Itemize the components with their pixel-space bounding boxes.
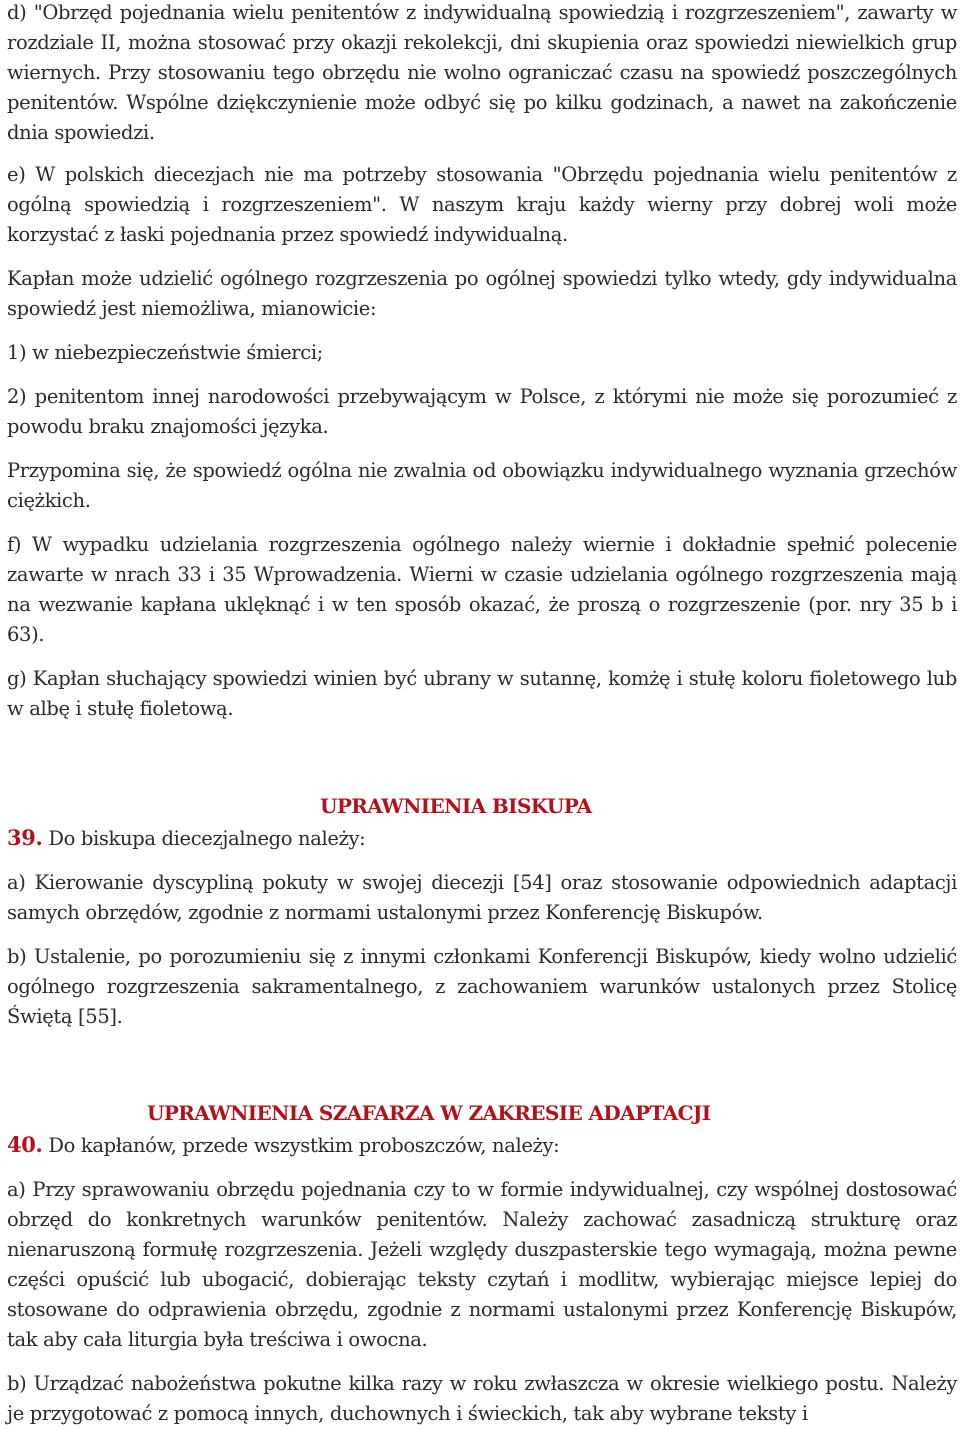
paragraph-reminder: Przypomina się, że spowiedź ogólna nie zwalnia od obowiązku indywidualnego wyznania grzechów ciężkich. [7, 459, 957, 512]
paragraph-d: d) "Obrzęd pojednania wielu penitentów z indywidualną spowiedzią i rozgrzeszeniem", zawarty w rozdziale II, można stosować przy okazji rekolekcji, dni skupienia oraz spowiedzi niewielkich grup wiernych. Przy stosowaniu tego obrzędu nie wolno ograniczać czasu na spowiedź poszczególnych penitentów. Wspólne dziękczynienie może odbyć się po kilku godzinach, a nawet na zakończenie dnia spowiedzi. [7, 1, 957, 144]
paragraph-g: g) Kapłan słuchający spowiedzi winien być ubrany w sutannę, komżę i stułę koloru fioletowego lub w albę i stułę fioletową. [7, 667, 957, 720]
section-intro-text-40: Do kapłanów, przede wszystkim proboszczów, należy: [42, 1134, 560, 1157]
section-intro-text-39: Do biskupa diecezjalnego należy: [42, 827, 366, 850]
section-heading-bishop: UPRAWNIENIA BISKUPA [320, 794, 592, 818]
paragraph-39b: b) Ustalenie, po porozumieniu się z innymi członkami Konferencji Biskupów, kiedy wolno udzielić ogólnego rozgrzeszenia sakramentalnego, z zachowaniem warunków ustalonych przez Stolicę Świętą [55]. [7, 945, 957, 1028]
section-intro-40 [7, 1130, 957, 1161]
list-item-1: 1) w niebezpieczeństwie śmierci; [7, 341, 323, 364]
paragraph-f: f) W wypadku udzielania rozgrzeszenia ogólnego należy wiernie i dokładnie spełnić polecenie zawarte w nrach 33 i 35 Wprowadzenia. Wierni w czasie udzielania ogólnego rozgrzeszenia mają na wezwanie kapłana uklęknąć i w ten sposób okazać, że proszą o rozgrzeszenie (por. nry 35 b i 63). [7, 533, 957, 646]
paragraph-40b: b) Urządzać nabożeństwa pokutne kilka razy w roku zwłaszcza w okresie wielkiego postu. Należy je przygotować z pomocą innych, duchownych i świeckich, tak aby wybrane teksty i [7, 1372, 957, 1425]
list-item-2: 2) penitentom innej narodowości przebywającym w Polsce, z którymi nie może się porozumieć z powodu braku znajomości języka. [7, 385, 957, 438]
section-heading-minister: UPRAWNIENIA SZAFARZA W ZAKRESIE ADAPTACJI [147, 1101, 711, 1125]
paragraph-39a: a) Kierowanie dyscypliną pokuty w swojej diecezji [54] oraz stosowanie odpowiednich adaptacji samych obrzędów, zgodnie z normami ustalonymi przez Konferencję Biskupów. [7, 871, 957, 924]
section-number-39: 39. [7, 825, 43, 850]
paragraph-e: e) W polskich diecezjach nie ma potrzeby stosowania "Obrzędu pojednania wielu penitentów z ogólną spowiedzią i rozgrzeszeniem". W naszym kraju każdy wierny przy dobrej woli może korzystać z łaski pojednania przez spowiedź indywidualną. [7, 163, 957, 246]
section-number-40: 40. [7, 1132, 43, 1157]
section-intro-39 [7, 823, 957, 854]
document-page [7, 0, 957, 1429]
paragraph-general-absolution: Kapłan może udzielić ogólnego rozgrzeszenia po ogólnej spowiedzi tylko wtedy, gdy indywidualna spowiedź jest niemożliwa, mianowicie: [7, 267, 957, 320]
paragraph-40a: a) Przy sprawowaniu obrzędu pojednania czy to w formie indywidualnej, czy wspólnej dostosować obrzęd do konkretnych warunków penitentów. Należy zachować zasadniczą strukturę oraz nienaruszoną formułę rozgrzeszenia. Jeżeli względy duszpasterskie tego wymagają, można pewne części opuścić lub ubogacić, dobierając teksty czytań i modlitw, wybierając miejsce lepiej do stosowane do odprawienia obrzędu, zgodnie z normami ustalonymi przez Konferencję Biskupów, tak aby cała liturgia była treściwa i owocna. [7, 1178, 957, 1351]
